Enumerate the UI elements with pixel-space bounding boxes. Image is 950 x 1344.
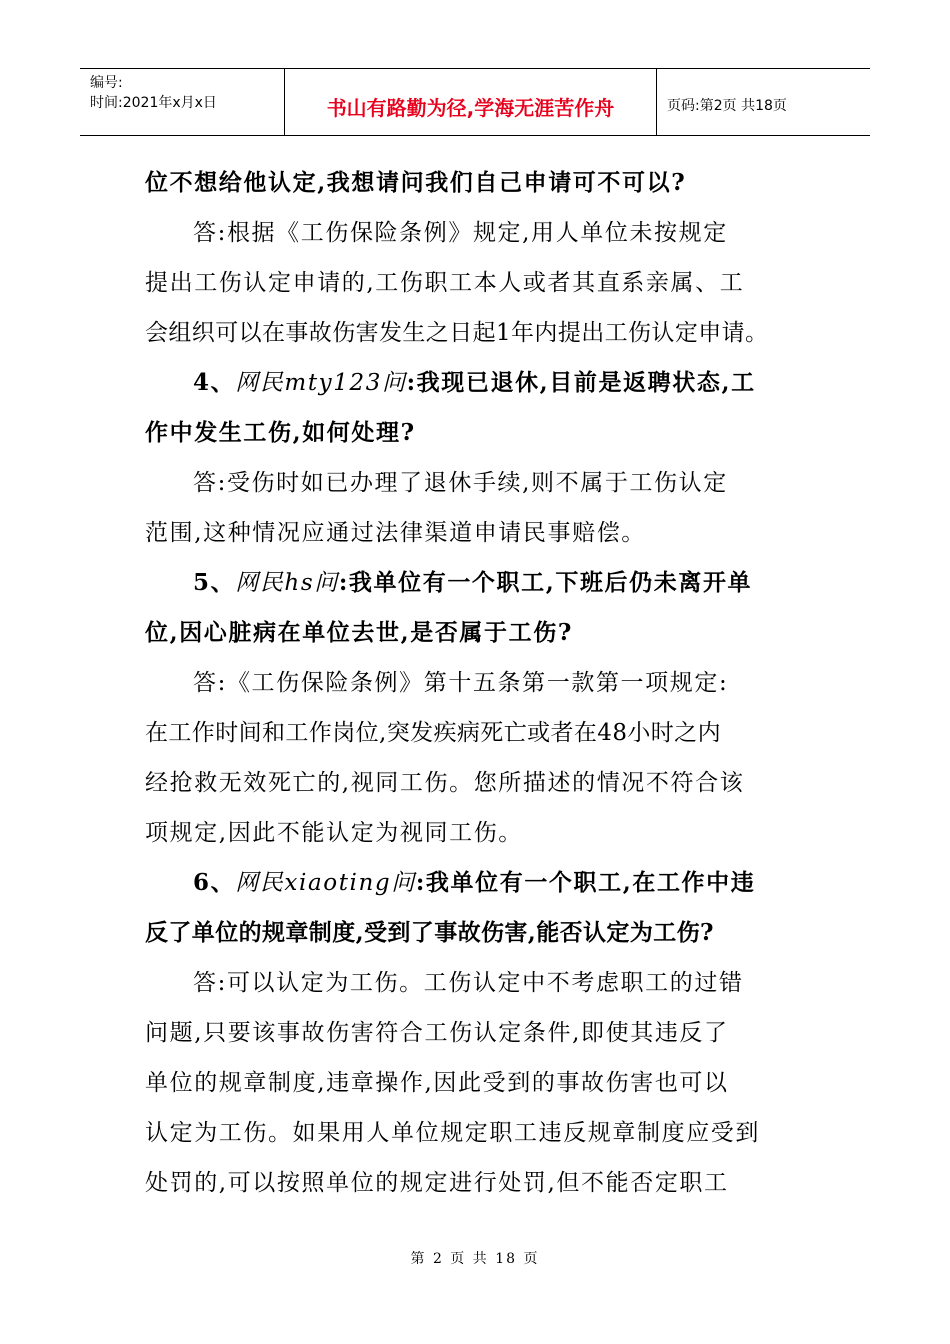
answer-line: 答:可以认定为工伤。工伤认定中不考虑职工的过错 [193,970,744,996]
question-line [145,358,825,408]
header-motto: 书山有路勤为径,学海无涯苦作舟 [285,69,657,135]
answer-line: 问题,只要该事故伤害符合工伤认定条件,即使其违反了 [145,1020,729,1046]
answer-line: 在工作时间和工作岗位,突发疾病死亡或者在48小时之内 [145,720,721,746]
answer-line: 经抢救无效死亡的,视同工伤。您所描述的情况不符合该 [145,770,745,796]
answer-line: 范围,这种情况应通过法律渠道申请民事赔偿。 [145,520,646,546]
answer-line: 单位的规章制度,违章操作,因此受到的事故伤害也可以 [145,1070,729,1096]
answer-line: 认定为工伤。如果用人单位规定职工违反规章制度应受到 [145,1120,760,1146]
line-text: 5、 [193,569,236,596]
question-line: 位不想给他认定,我想请问我们自己申请可不可以? [145,169,687,196]
line-text: 6、 [193,869,236,896]
document-number-label: 编号: [90,75,123,91]
document-body [145,158,825,1208]
header-page-info: 页码:第2页 共18页 [667,98,787,114]
line-text: :我单位有一个职工,在工作中违 [415,869,756,896]
question-line: 反了单位的规章制度,受到了事故伤害,能否认定为工伤? [145,919,714,946]
line-text: :我单位有一个职工,下班后仍未离开单 [338,569,753,596]
answer-line: 答:《工伤保险条例》第十五条第一款第一项规定: [193,670,729,696]
answer-line: 答:受伤时如已办理了退休手续,则不属于工伤认定 [193,470,728,496]
answer-line: 处罚的,可以按照单位的规定进行处罚,但不能否定职工 [145,1170,729,1196]
line-text: 4、 [193,369,236,396]
answer-line: 项规定,因此不能认定为视同工伤。 [145,820,523,846]
netizen-name: 网民mty123问 [235,370,407,396]
netizen-name: 网民xiaoting问 [235,870,416,896]
question-line [145,558,825,608]
answer-line: 提出工伤认定申请的,工伤职工本人或者其直系亲属、工 [145,270,745,296]
page-footer: 第 2 页 共 18 页 [410,1251,540,1267]
answer-line: 会组织可以在事故伤害发生之日起1年内提出工伤认定申请。 [145,320,769,346]
line-text: :我现已退休,目前是返聘状态,工 [406,369,756,396]
document-time: 时间:2021年x月x日 [90,95,217,111]
answer-line: 答:根据《工伤保险条例》规定,用人单位未按规定 [193,220,728,246]
question-line: 位,因心脏病在单位去世,是否属于工伤? [145,619,573,646]
question-line: 作中发生工伤,如何处理? [145,419,416,446]
page-header [80,68,870,136]
question-line [145,858,825,908]
netizen-name: 网民hs问 [235,570,339,596]
header-meta [80,69,285,135]
